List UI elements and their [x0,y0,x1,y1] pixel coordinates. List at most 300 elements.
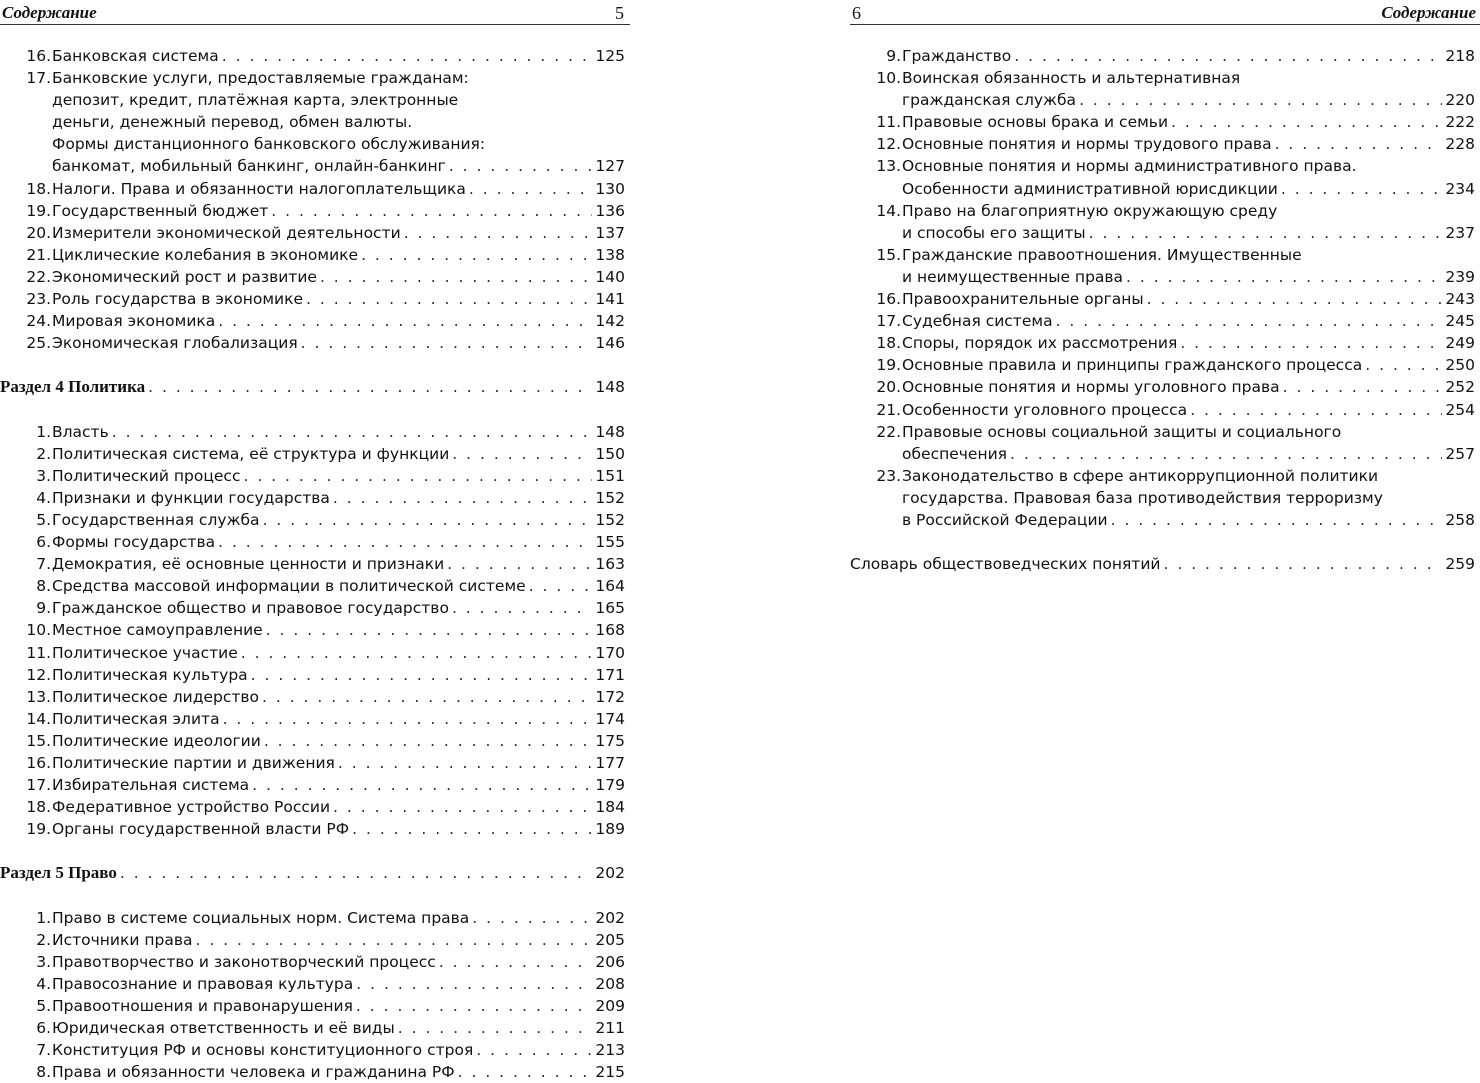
entry-last-line [52,266,625,288]
entry-title-line: Воинская обязанность и альтернативная [902,69,1241,88]
entry-last-line [52,332,625,354]
entry-title: и способы его защиты [902,223,1086,242]
entry-page: 164 [595,577,625,596]
entry-body [52,1017,625,1039]
entry-title-line: Формы дистанционного банковского обслуживания: [52,135,486,154]
entry-body [52,244,625,266]
leader-dots [218,531,592,553]
leader-dots [529,575,593,597]
glossary-page: 259 [1445,555,1475,574]
toc-entry[interactable] [850,465,1475,531]
entry-last-line [902,376,1475,398]
entry-body [52,973,625,995]
leader-dots [1365,354,1442,376]
entry-page: 150 [595,444,625,463]
entry-last-line [902,266,1475,288]
toc-entry[interactable] [0,531,625,553]
entry-page: 172 [595,687,625,706]
entry-body [52,222,625,244]
toc-entry[interactable] [0,951,625,973]
entry-page: 206 [595,952,625,971]
entry-title: гражданская служба [902,91,1077,110]
entry-page: 171 [595,665,625,684]
entry-body [52,995,625,1017]
entry-title: Гражданское общество и правовое государство [52,599,449,618]
entry-title: Конституция РФ и основы конституционного строя [52,1041,474,1060]
entry-body [52,951,625,973]
entry-body [52,619,625,641]
entry-number: 17. [26,69,51,88]
entry-last-line [52,1039,625,1061]
entry-title: Юридическая ответственность и её виды [52,1019,395,1038]
entry-number: 14. [876,201,901,220]
entry-title: и неимущественные права [902,267,1124,286]
entry-body [902,155,1475,199]
entry-last-line [52,553,625,575]
entry-body [902,310,1475,332]
toc-entry[interactable] [0,664,625,686]
entry-last-line [902,332,1475,354]
leader-dots [306,288,592,310]
leader-dots [404,222,593,244]
entry-last-line [52,619,625,641]
entry-number: 20. [26,223,51,242]
toc-entry[interactable] [0,487,625,509]
entry-number: 15. [26,731,51,750]
entry-title: банкомат, мобильный банкинг, онлайн-банкинг [52,157,446,176]
entry-title-line: Законодательство в сфере антикоррупционной политики [902,466,1379,485]
entry-title: Экономический рост и развитие [52,267,317,286]
entry-page: 184 [595,798,625,817]
entry-last-line [52,1017,625,1039]
section-heading[interactable] [0,862,625,884]
entry-last-line [52,222,625,244]
entry-last-line [52,310,625,332]
leader-dots [1283,376,1443,398]
entry-body [52,200,625,222]
entry-title: Правоохранительные органы [902,290,1144,309]
entry-title: Измерители экономической деятельности [52,223,401,242]
toc-entry[interactable] [0,1017,625,1039]
entry-page: 151 [595,466,625,485]
entry-last-line [52,465,625,487]
leader-dots [458,1061,593,1083]
toc-entry[interactable] [0,1039,625,1061]
toc-entry[interactable] [0,575,625,597]
entry-body [52,664,625,686]
toc-entry[interactable] [850,155,1475,199]
leader-dots [1147,288,1443,310]
entry-title-line: депозит, кредит, платёжная карта, электронные [52,91,459,110]
leader-dots [452,597,592,619]
entry-last-line [52,730,625,752]
glossary-entry[interactable] [850,553,1475,575]
entry-body [52,178,625,200]
toc-entry[interactable] [0,266,625,288]
entry-number: 21. [876,400,901,419]
entry-number: 13. [26,687,51,706]
entry-number: 11. [876,113,901,132]
toc-entry[interactable] [0,929,625,951]
entry-page: 205 [595,930,625,949]
entry-page: 140 [595,267,625,286]
entry-body [902,244,1475,288]
entry-last-line [52,752,625,774]
toc-entry[interactable] [850,399,1475,421]
entry-last-line [52,951,625,973]
entry-last-line [52,288,625,310]
entry-page: 163 [595,555,625,574]
entry-title: Правотворчество и законотворческий процесс [52,952,436,971]
leader-dots [252,774,592,796]
entry-page: 137 [595,223,625,242]
entry-number: 5. [36,510,51,529]
toc-group [0,907,625,1083]
entry-title: Политические партии и движения [52,754,335,772]
entry-title: Особенности административной юрисдикции [902,179,1278,198]
entry-page: 254 [1445,400,1475,419]
entry-number: 11. [26,643,51,662]
entry-last-line [52,575,625,597]
entry-page: 250 [1445,356,1475,375]
entry-page: 148 [595,422,625,441]
toc-entry[interactable] [850,288,1475,310]
entry-title-line: Банковские услуги, предоставляемые гражданам: [52,69,469,88]
entry-title: Гражданство [902,47,1012,65]
entry-body [52,266,625,288]
leader-dots [333,796,592,818]
entry-page: 239 [1445,267,1475,286]
entry-last-line [902,111,1475,133]
entry-last-line [902,354,1475,376]
entry-page: 249 [1445,334,1475,353]
leader-dots [1281,178,1443,200]
toc-entry[interactable] [0,686,625,708]
toc-entry[interactable] [850,200,1475,244]
toc-entry[interactable] [0,619,625,641]
leader-dots [264,730,593,752]
toc-entry[interactable] [0,310,625,332]
leader-dots [262,686,592,708]
entry-number: 18. [876,334,901,353]
toc-entry[interactable] [0,443,625,465]
entry-body [52,310,625,332]
toc-entry[interactable] [850,332,1475,354]
entry-title: Признаки и функции государства [52,488,330,507]
toc-entry[interactable] [0,752,625,774]
entry-body [52,465,625,487]
entry-number: 19. [26,201,51,220]
entry-last-line [52,1061,625,1083]
leader-dots [218,310,592,332]
entry-number: 17. [876,312,901,331]
leader-dots [449,155,593,177]
entry-number: 13. [876,157,901,176]
entry-page: 211 [595,1019,625,1038]
entry-page: 202 [595,908,625,927]
toc-entry[interactable] [0,730,625,752]
toc-entry[interactable] [850,111,1475,133]
entry-last-line [902,178,1475,200]
leader-dots [266,619,593,641]
toc-entry[interactable] [0,67,625,177]
toc-entry[interactable] [0,774,625,796]
entry-title: в Российской Федерации [902,510,1108,529]
entry-page: 136 [595,201,625,220]
entry-title-line: Право на благоприятную окружающую среду [902,201,1278,220]
entry-number: 16. [26,754,51,772]
entry-body [52,1061,625,1083]
section-title: Раздел 5 Право [0,863,117,883]
entry-page: 165 [595,599,625,618]
leader-dots [120,862,593,884]
entry-last-line [902,45,1475,67]
entry-title: Правовые основы брака и семьи [902,113,1169,132]
entry-page: 152 [595,510,625,529]
entry-title: Демократия, её основные ценности и признаки [52,555,445,574]
toc-entry[interactable] [0,200,625,222]
toc-entry[interactable] [0,244,625,266]
entry-title-line: Правовые основы социальной защиты и социального [902,422,1342,441]
entry-last-line [52,973,625,995]
entry-last-line [52,818,625,840]
leader-dots [1089,222,1443,244]
entry-number: 21. [26,245,51,264]
entry-title: Права и обязанности человека и гражданина РФ [52,1063,455,1082]
entry-body [52,531,625,553]
leader-dots [1163,553,1442,575]
toc-entry[interactable] [0,708,625,730]
entry-number: 20. [876,378,901,397]
entry-page: 213 [595,1041,625,1060]
leader-dots [452,443,592,465]
toc-group [0,421,625,841]
entry-title: Органы государственной власти РФ [52,820,350,839]
entry-body [52,575,625,597]
section-page: 148 [595,378,625,397]
entry-last-line [902,288,1475,310]
entry-number: 5. [36,997,51,1016]
entry-title: Правосознание и правовая культура [52,974,354,993]
toc-entry[interactable] [0,288,625,310]
entry-body [52,509,625,531]
entry-body [902,200,1475,244]
entry-last-line [52,597,625,619]
entry-body [902,111,1475,133]
entry-page: 146 [595,334,625,353]
entry-number: 23. [26,290,51,309]
toc-entry[interactable] [850,45,1475,67]
entry-title-line: Гражданские правоотношения. Имущественные [902,245,1302,264]
page-right [850,0,1480,1064]
entry-page: 141 [595,290,625,309]
leader-dots [352,818,592,840]
entry-number: 23. [876,466,901,485]
entry-title: Политическая культура [52,665,248,684]
entry-page: 170 [595,643,625,662]
toc-entry[interactable] [850,310,1475,332]
entry-number: 16. [876,290,901,309]
toc-entry[interactable] [0,818,625,840]
entry-body [52,686,625,708]
entry-number: 9. [886,47,901,65]
toc-entry[interactable] [0,553,625,575]
entry-title: Государственный бюджет [52,201,269,220]
entry-page: 237 [1445,223,1475,242]
entry-last-line [52,664,625,686]
running-head-title: Содержание [1381,3,1476,22]
entry-page: 228 [1445,135,1475,154]
leader-dots [148,376,592,398]
entry-last-line [52,686,625,708]
entry-number: 3. [36,952,51,971]
entry-body [902,465,1475,531]
entry-page: 257 [1445,444,1475,463]
entry-page: 209 [595,997,625,1016]
entry-last-line [52,929,625,951]
entry-title: Циклические колебания в экономике [52,245,359,264]
entry-page: 252 [1445,378,1475,397]
entry-title-line: государства. Правовая база противодействия терроризму [902,488,1383,507]
entry-title: Экономическая глобализация [52,334,298,353]
entry-number: 22. [26,267,51,286]
toc-entry[interactable] [0,332,625,354]
leader-dots [320,266,592,288]
leader-dots [1171,111,1442,133]
entry-number: 15. [876,245,901,264]
leader-dots [338,752,593,774]
toc-entry[interactable] [0,45,625,67]
entry-last-line [52,421,625,443]
entry-title: Государственная служба [52,510,260,529]
entry-number: 9. [36,599,51,618]
entry-title: Политическая система, её структура и функции [52,444,450,463]
entry-title: Федеративное устройство России [52,798,331,817]
toc-entry[interactable] [0,907,625,929]
leader-dots [1014,45,1442,67]
toc-entry[interactable] [0,222,625,244]
entry-last-line [52,178,625,200]
entry-page: 168 [595,621,625,640]
leader-dots [439,951,593,973]
entry-number: 1. [36,422,51,441]
entry-body [52,1039,625,1061]
section-heading[interactable] [0,376,625,398]
entry-title: Формы государства [52,533,216,552]
entry-number: 4. [36,974,51,993]
entry-last-line [52,642,625,664]
entry-last-line [52,45,625,67]
toc-entry[interactable] [0,642,625,664]
entry-last-line [902,89,1475,111]
entry-title: Политическая элита [52,709,220,728]
entry-title: Основные правила и принципы гражданского процесса [902,356,1363,375]
entry-page: 127 [595,157,625,176]
entry-title: Основные понятия и нормы трудового права [902,135,1272,154]
entry-body [52,929,625,951]
entry-page: 189 [595,820,625,839]
entry-body [902,421,1475,465]
leader-dots [241,642,593,664]
entry-number: 25. [26,334,51,353]
entry-number: 3. [36,466,51,485]
entry-body [902,288,1475,310]
entry-title: Власть [52,422,109,441]
entry-number: 18. [26,179,51,198]
entry-title: Политическое участие [52,643,238,662]
leader-dots [1010,443,1442,465]
leader-dots [356,973,592,995]
toc-entry[interactable] [850,133,1475,155]
entry-last-line [52,531,625,553]
entry-body [902,67,1475,111]
entry-body [52,487,625,509]
toc-entry[interactable] [850,421,1475,465]
entry-title: Судебная система [902,312,1053,331]
running-head [0,2,630,25]
entry-body [902,354,1475,376]
entry-body [902,332,1475,354]
entry-body [902,133,1475,155]
leader-dots [476,1039,592,1061]
toc-entry[interactable] [0,796,625,818]
toc-entry[interactable] [0,1061,625,1083]
toc-entry[interactable] [0,509,625,531]
leader-dots [1275,133,1443,155]
toc-entry[interactable] [850,244,1475,288]
toc-entry[interactable] [0,973,625,995]
entry-number: 16. [26,47,51,65]
leader-dots [1056,310,1443,332]
entry-last-line [902,399,1475,421]
leader-dots [1126,266,1442,288]
entry-last-line [52,708,625,730]
entry-number: 8. [36,577,51,596]
toc-entry[interactable] [850,354,1475,376]
page-number: 5 [615,3,624,23]
entry-page: 155 [595,533,625,552]
entry-number: 10. [876,69,901,88]
entry-number: 2. [36,444,51,463]
entry-last-line [902,443,1475,465]
toc-entry[interactable] [850,67,1475,111]
entry-title: Политические идеологии [52,731,261,750]
entry-body [52,796,625,818]
leader-dots [112,421,593,443]
leader-dots [301,332,593,354]
toc-entry[interactable] [0,421,625,443]
leader-dots [398,1017,593,1039]
toc-entry[interactable] [0,178,625,200]
entry-page: 174 [595,709,625,728]
entry-page: 177 [595,754,625,772]
entry-body [52,730,625,752]
entry-page: 138 [595,245,625,264]
leader-dots [1079,89,1442,111]
toc-entry[interactable] [0,465,625,487]
entry-last-line [52,155,625,177]
entry-last-line [52,907,625,929]
leader-dots [222,45,593,67]
entry-body [52,67,625,177]
toc-entry[interactable] [0,597,625,619]
leader-dots [263,509,593,531]
toc-entry[interactable] [850,376,1475,398]
toc-entry[interactable] [0,995,625,1017]
entry-last-line [52,443,625,465]
entry-body [52,752,625,774]
entry-title: Избирательная система [52,776,250,795]
